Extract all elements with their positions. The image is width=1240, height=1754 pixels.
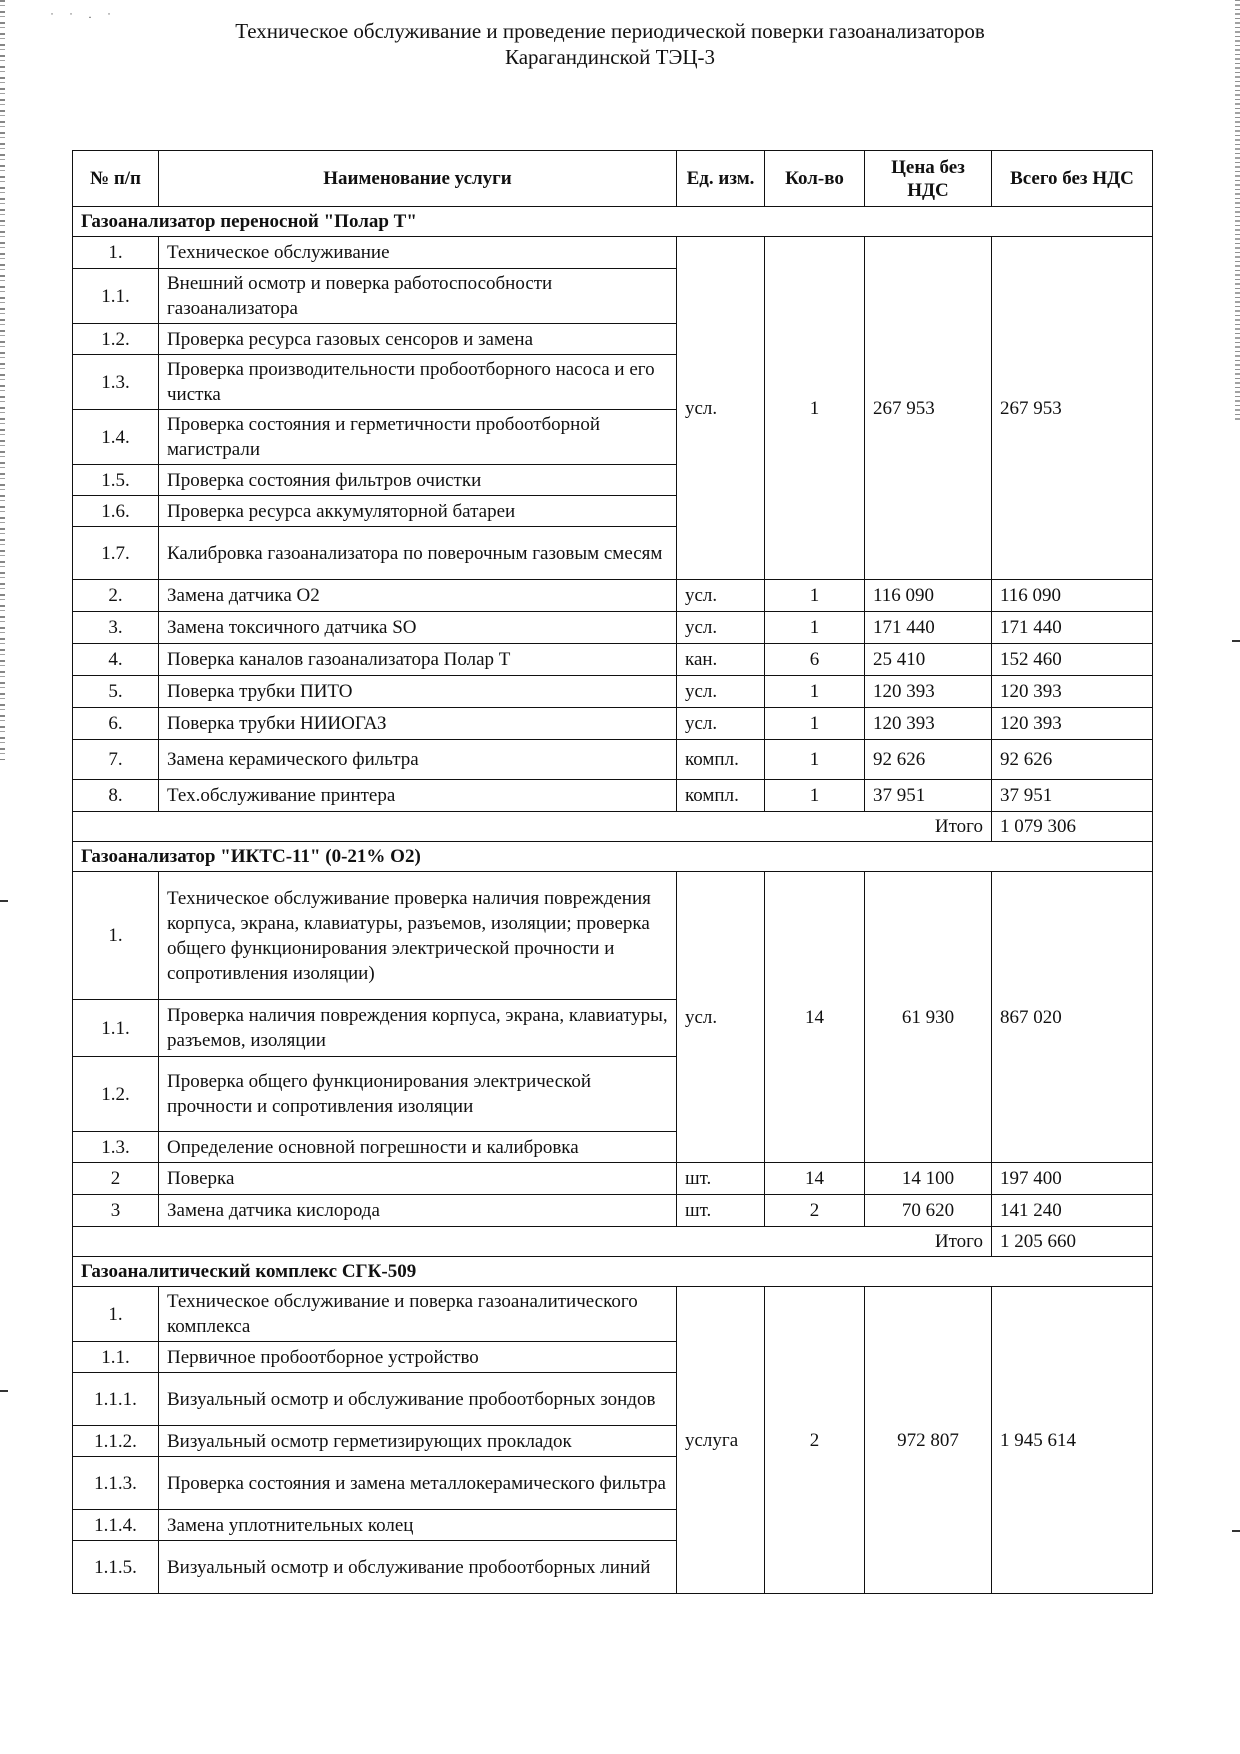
row-unit: усл. [677, 872, 765, 1163]
row-price: 267 953 [865, 237, 992, 580]
margin-tick [0, 1390, 8, 1392]
margin-tick [0, 900, 8, 902]
row-name: Замена датчика кислорода [159, 1195, 677, 1227]
row-num: 6. [73, 708, 159, 740]
row-total: 116 090 [992, 580, 1153, 612]
margin-tick [1232, 1530, 1240, 1532]
row-name: Проверка общего функционирования электрической прочности и сопротивления изоляции [159, 1057, 677, 1132]
row-total: 92 626 [992, 740, 1153, 780]
row-num: 1.1.4. [73, 1510, 159, 1541]
row-name: Техническое обслуживание и поверка газоаналитического комплекса [159, 1287, 677, 1342]
row-total: 197 400 [992, 1163, 1153, 1195]
scan-edge-left [0, 0, 5, 760]
row-qty: 2 [765, 1195, 865, 1227]
row-name: Поверка [159, 1163, 677, 1195]
row-name: Проверка ресурса аккумуляторной батареи [159, 496, 677, 527]
row-name: Проверка ресурса газовых сенсоров и замена [159, 324, 677, 355]
row-num: 8. [73, 780, 159, 812]
row-price: 37 951 [865, 780, 992, 812]
row-name: Замена датчика О2 [159, 580, 677, 612]
table-row [73, 612, 1153, 644]
subtotal-row [73, 812, 1153, 842]
row-num: 1.1.1. [73, 1373, 159, 1426]
row-price: 120 393 [865, 676, 992, 708]
row-num: 3. [73, 612, 159, 644]
table-body [73, 207, 1153, 1594]
section-header-row [73, 1257, 1153, 1287]
row-qty: 1 [765, 740, 865, 780]
row-total: 267 953 [992, 237, 1153, 580]
row-name: Калибровка газоанализатора по поверочным газовым смесям [159, 527, 677, 580]
table-row [73, 780, 1153, 812]
col-header-unit: Ед. изм. [677, 151, 765, 207]
row-price: 116 090 [865, 580, 992, 612]
table-row [73, 872, 1153, 1000]
section-header-row [73, 207, 1153, 237]
table-header-row [73, 151, 1153, 207]
row-num: 1.5. [73, 465, 159, 496]
row-total: 141 240 [992, 1195, 1153, 1227]
table-row [73, 1163, 1153, 1195]
row-price: 14 100 [865, 1163, 992, 1195]
table-row [73, 1195, 1153, 1227]
row-num: 1.4. [73, 410, 159, 465]
row-num: 1.2. [73, 1057, 159, 1132]
row-qty: 1 [765, 780, 865, 812]
row-name: Внешний осмотр и поверка работоспособности газоанализатора [159, 269, 677, 324]
row-unit: услуга [677, 1287, 765, 1594]
row-name: Визуальный осмотр и обслуживание пробоотборных линий [159, 1541, 677, 1594]
table-row [73, 740, 1153, 780]
row-num: 1.3. [73, 355, 159, 410]
row-total: 1 945 614 [992, 1287, 1153, 1594]
table-row [73, 676, 1153, 708]
row-price: 171 440 [865, 612, 992, 644]
scan-edge-right [1235, 0, 1240, 420]
row-num: 4. [73, 644, 159, 676]
row-qty: 6 [765, 644, 865, 676]
row-qty: 14 [765, 872, 865, 1163]
row-qty: 1 [765, 676, 865, 708]
row-name: Проверка состояния фильтров очистки [159, 465, 677, 496]
row-name: Визуальный осмотр герметизирующих прокладок [159, 1426, 677, 1457]
row-unit: усл. [677, 612, 765, 644]
subtotal-value: 1 079 306 [992, 812, 1153, 842]
row-num: 1.7. [73, 527, 159, 580]
row-name: Визуальный осмотр и обслуживание пробоотборных зондов [159, 1373, 677, 1426]
section-title: Газоанализатор "ИКТС-11" (0-21% О2) [73, 842, 1153, 872]
row-name: Проверка наличия повреждения корпуса, экрана, клавиатуры, разъемов, изоляции [159, 1000, 677, 1057]
row-name: Проверка производительности пробоотборного насоса и его чистка [159, 355, 677, 410]
row-name: Первичное пробоотборное устройство [159, 1342, 677, 1373]
row-num: 1. [73, 237, 159, 269]
row-num: 1.6. [73, 496, 159, 527]
row-name: Тех.обслуживание принтера [159, 780, 677, 812]
row-qty: 1 [765, 708, 865, 740]
row-unit: шт. [677, 1195, 765, 1227]
row-num: 7. [73, 740, 159, 780]
row-price: 972 807 [865, 1287, 992, 1594]
row-price: 70 620 [865, 1195, 992, 1227]
row-total: 37 951 [992, 780, 1153, 812]
row-num: 1.1.2. [73, 1426, 159, 1457]
row-total: 152 460 [992, 644, 1153, 676]
services-table [72, 150, 1153, 1594]
margin-tick [1232, 640, 1240, 642]
row-total: 120 393 [992, 708, 1153, 740]
section-header-row [73, 842, 1153, 872]
row-num: 2. [73, 580, 159, 612]
row-num: 1.1. [73, 1342, 159, 1373]
row-num: 2 [73, 1163, 159, 1195]
row-name: Проверка состояния и замена металлокерамического фильтра [159, 1457, 677, 1510]
section-title: Газоаналитический комплекс СГК-509 [73, 1257, 1153, 1287]
row-name: Замена уплотнительных колец [159, 1510, 677, 1541]
row-unit: компл. [677, 780, 765, 812]
section-title: Газоанализатор переносной "Полар Т" [73, 207, 1153, 237]
table-row [73, 1287, 1153, 1342]
row-num: 1.1. [73, 1000, 159, 1057]
row-name: Поверка каналов газоанализатора Полар Т [159, 644, 677, 676]
row-num: 1. [73, 1287, 159, 1342]
col-header-price: Цена без НДС [865, 151, 992, 207]
row-num: 1.2. [73, 324, 159, 355]
col-header-total: Всего без НДС [992, 151, 1153, 207]
subtotal-label: Итого [73, 812, 992, 842]
row-num: 1.1. [73, 269, 159, 324]
row-name: Техническое обслуживание [159, 237, 677, 269]
title-line-2: Карагандинской ТЭЦ-3 [505, 45, 715, 69]
row-name: Техническое обслуживание проверка наличия повреждения корпуса, экрана, клавиатуры, разъемов, изоляции; проверка общего функционирования электрической прочности и сопротивления изоляции) [159, 872, 677, 1000]
subtotal-label: Итого [73, 1227, 992, 1257]
row-total: 171 440 [992, 612, 1153, 644]
row-qty: 14 [765, 1163, 865, 1195]
row-name: Поверка трубки НИИОГАЗ [159, 708, 677, 740]
row-qty: 1 [765, 580, 865, 612]
subtotal-value: 1 205 660 [992, 1227, 1153, 1257]
row-qty: 1 [765, 612, 865, 644]
row-total: 120 393 [992, 676, 1153, 708]
row-num: 1. [73, 872, 159, 1000]
row-price: 92 626 [865, 740, 992, 780]
row-unit: усл. [677, 237, 765, 580]
table-row [73, 708, 1153, 740]
col-header-qty: Кол-во [765, 151, 865, 207]
row-unit: кан. [677, 644, 765, 676]
title-line-1: Техническое обслуживание и проведение периодической поверки газоанализаторов [235, 19, 985, 43]
row-num: 5. [73, 676, 159, 708]
row-name: Замена токсичного датчика SO [159, 612, 677, 644]
row-total: 867 020 [992, 872, 1153, 1163]
row-name: Определение основной погрешности и калибровка [159, 1132, 677, 1163]
table-row [73, 580, 1153, 612]
row-unit: шт. [677, 1163, 765, 1195]
row-qty: 1 [765, 237, 865, 580]
row-num: 1.1.5. [73, 1541, 159, 1594]
row-unit: усл. [677, 580, 765, 612]
row-price: 61 930 [865, 872, 992, 1163]
table-row [73, 237, 1153, 269]
subtotal-row [73, 1227, 1153, 1257]
row-name: Поверка трубки ПИТО [159, 676, 677, 708]
row-price: 25 410 [865, 644, 992, 676]
row-unit: усл. [677, 708, 765, 740]
row-num: 1.1.3. [73, 1457, 159, 1510]
row-num: 1.3. [73, 1132, 159, 1163]
row-num: 3 [73, 1195, 159, 1227]
row-name: Проверка состояния и герметичности пробоотборной магистрали [159, 410, 677, 465]
scan-specks: ˙ ˙ · ˙ [50, 10, 117, 24]
row-price: 120 393 [865, 708, 992, 740]
row-qty: 2 [765, 1287, 865, 1594]
col-header-num: № п/п [73, 151, 159, 207]
document-title [120, 18, 1100, 70]
table-row [73, 644, 1153, 676]
row-unit: компл. [677, 740, 765, 780]
col-header-name: Наименование услуги [159, 151, 677, 207]
row-name: Замена керамического фильтра [159, 740, 677, 780]
row-unit: усл. [677, 676, 765, 708]
